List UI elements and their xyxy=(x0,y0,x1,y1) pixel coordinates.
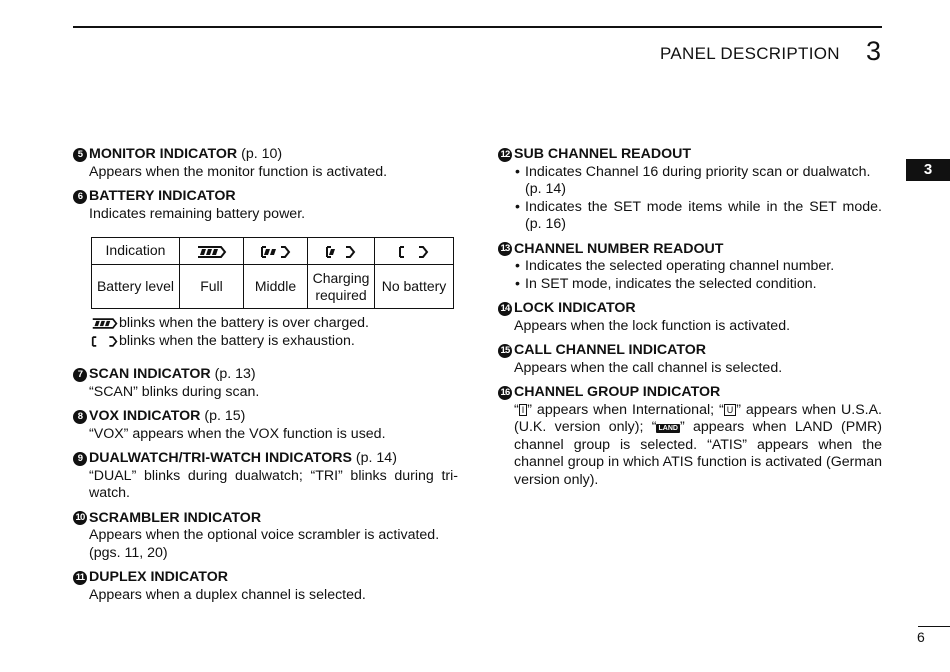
section-title: VOX INDICATOR xyxy=(89,408,201,424)
page-number: 6 xyxy=(917,629,925,645)
section-body: “ I ” appears when International; “ U ” appears when U.S.A. (U.K. version only); “ LAND ” appears when LAND (PMR) channel group is selected. “ATIS” appears when the channel group in which ATIS function is activated (German version only). xyxy=(514,401,883,488)
note-text: blinks when the battery is over charged. xyxy=(119,315,369,331)
battery-middle-icon xyxy=(244,238,308,265)
item-number: 6 xyxy=(73,190,87,204)
section-body: “SCAN” blinks during scan. xyxy=(89,383,260,400)
section-title: SUB CHANNEL READOUT xyxy=(514,146,692,162)
battery-low-icon xyxy=(308,238,375,265)
bullet-item: • Indicates the selected operating channel number. xyxy=(514,258,882,276)
bullet-item: • In SET mode, indicates the selected condition. xyxy=(514,276,882,294)
section-title: CHANNEL NUMBER READOUT xyxy=(514,240,724,257)
land-icon: LAND xyxy=(658,425,678,432)
exhaustion-note xyxy=(89,333,458,351)
overcharge-note xyxy=(89,315,458,333)
level-charging: Charging required xyxy=(308,265,375,309)
battery-table xyxy=(91,237,454,309)
footer-rule xyxy=(918,626,950,627)
section-body: “VOX” appears when the VOX function is used. xyxy=(89,425,386,442)
call-channel-indicator-section xyxy=(498,342,882,377)
scan-indicator-section xyxy=(73,366,458,401)
section-body: Indicates remaining battery power. xyxy=(89,205,306,222)
international-icon: I xyxy=(519,404,528,416)
chapter-tab: 3 xyxy=(906,159,950,181)
section-title: DUALWATCH/TRI-WATCH INDICATORS xyxy=(89,450,352,466)
dualwatch-indicator-section xyxy=(73,450,458,503)
item-number: 16 xyxy=(498,386,512,400)
sub-channel-readout-section xyxy=(498,146,882,234)
battery-full-icon xyxy=(180,238,244,265)
level-middle: Middle xyxy=(244,265,308,309)
item-number: 8 xyxy=(73,410,87,424)
level-full: Full xyxy=(180,265,244,309)
table-row-label: Battery level xyxy=(92,265,180,309)
scrambler-indicator-section xyxy=(73,510,458,563)
vox-indicator-section xyxy=(73,408,458,443)
section-body: Appears when a duplex channel is selected. xyxy=(89,586,366,603)
page-reference: (p. 10) xyxy=(237,146,283,162)
usa-icon: U xyxy=(724,404,737,416)
section-title: SCRAMBLER INDICATOR xyxy=(89,509,262,526)
section-body: Appears when the lock function is activated. xyxy=(514,317,791,334)
top-rule xyxy=(73,26,882,28)
item-number: 7 xyxy=(73,368,87,382)
table-header-label: Indication xyxy=(92,238,180,265)
battery-indicator-section xyxy=(73,188,458,350)
bullet-item: • Indicates Channel 16 during priority scan or dualwatch. (p. 14) xyxy=(514,164,882,199)
section-title: LOCK INDICATOR xyxy=(514,300,636,316)
section-body: “DUAL” blinks during dualwatch; “TRI” blinks during tri-watch. xyxy=(89,467,458,501)
item-number: 5 xyxy=(73,148,87,162)
note-text: blinks when the battery is exhaustion. xyxy=(119,332,355,349)
section-title: CALL CHANNEL INDICATOR xyxy=(514,342,707,358)
section-title: BATTERY INDICATOR xyxy=(89,188,236,204)
section-title: CHANNEL GROUP INDICATOR xyxy=(514,384,721,400)
monitor-indicator-section xyxy=(73,146,458,181)
level-none: No battery xyxy=(375,265,454,309)
chapter-number: 3 xyxy=(866,36,882,66)
channel-group-indicator-section xyxy=(498,384,882,489)
item-number: 9 xyxy=(73,452,87,466)
section-title: MONITOR INDICATOR xyxy=(89,146,238,162)
section-body: Appears when the call channel is selected. xyxy=(514,359,783,376)
item-number: 11 xyxy=(73,571,87,585)
battery-empty-icon xyxy=(375,238,454,265)
page-reference: (p. 14) xyxy=(351,450,397,466)
page-reference: (p. 15) xyxy=(200,408,246,424)
lock-indicator-section xyxy=(498,300,882,335)
right-column xyxy=(498,146,882,496)
item-number: 12 xyxy=(498,148,512,162)
battery-full-icon xyxy=(91,317,119,330)
page-title: PANEL DESCRIPTION xyxy=(660,44,840,63)
channel-number-readout-section xyxy=(498,241,882,294)
section-body: Appears when the optional voice scrambler is activated. (pgs. 11, 20) xyxy=(89,527,440,561)
section-title: DUPLEX INDICATOR xyxy=(89,569,228,585)
item-number: 13 xyxy=(498,242,512,256)
item-number: 14 xyxy=(498,302,512,316)
section-title: SCAN INDICATOR xyxy=(89,366,211,382)
battery-empty-icon xyxy=(91,335,119,348)
left-column xyxy=(73,146,458,611)
item-number: 10 xyxy=(73,511,87,525)
page-reference: (p. 13) xyxy=(210,366,256,382)
item-number: 15 xyxy=(498,344,512,358)
section-body: Appears when the monitor function is activated. xyxy=(89,163,388,180)
bullet-item: • Indicates the SET mode items while in the SET mode. (p. 16) xyxy=(514,199,882,234)
duplex-indicator-section xyxy=(73,569,458,604)
